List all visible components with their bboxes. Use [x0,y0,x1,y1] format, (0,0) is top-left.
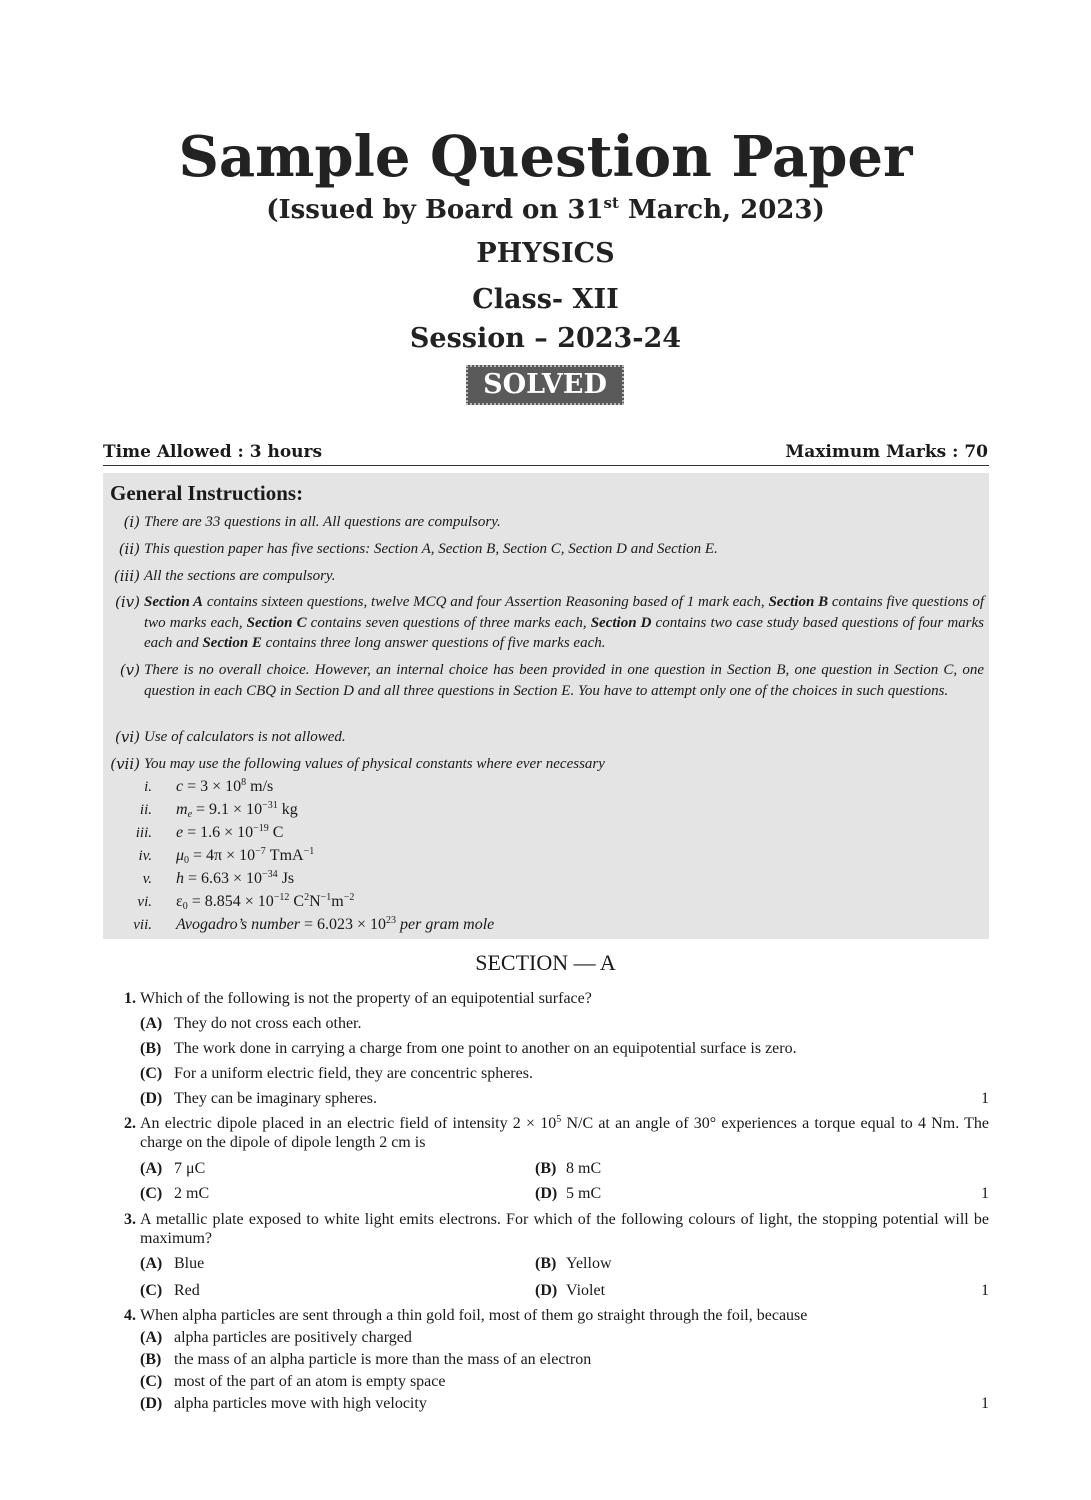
question-marks: 1 [981,1090,989,1107]
option-label: (D) [140,1395,163,1412]
constant-number: iii. [135,825,152,841]
constant-number: vii. [133,917,152,933]
instruction-text: Use of calculators is not allowed. [144,729,346,745]
option-label: (B) [535,1255,557,1272]
option-label: (B) [140,1351,162,1368]
option-label: (D) [535,1282,558,1299]
constant-unit: C [268,824,284,841]
constant-permeability [176,845,314,867]
constant-value: = 8.854 × 10 [187,893,274,910]
constant-exponent: 23 [386,915,397,926]
section-ref: Section D [590,614,652,631]
instruction-text: You may use the following values of physical constants where ever necessary [144,756,605,772]
option-text: Red [174,1282,200,1299]
constant-avogadro [176,914,494,936]
instruction-number: (iii) [113,567,140,585]
question-text: Which of the following is not the property of an equipotential surface? [140,990,592,1007]
constant-symbol: e [176,824,184,841]
constant-value: = 6.63 × 10 [184,870,263,887]
option-label: (B) [535,1160,557,1177]
option-text: For a uniform electric field, they are concentric spheres. [174,1065,533,1082]
option-text: alpha particles are positively charged [174,1329,412,1346]
instruction-fragment: contains two case study based questions of four marks each and [144,614,984,651]
solved-badge: SOLVED [466,365,624,405]
section-a-heading: SECTION — A [475,950,616,975]
unit-exponent: −1 [320,892,332,903]
constant-electron-mass [176,799,298,821]
page-title: Sample Question Paper [178,124,913,190]
constant-unit: C [289,893,305,910]
unit-exponent: −2 [343,892,355,903]
issued-line [0,192,1091,228]
instruction-text [144,592,984,654]
maximum-marks: Maximum Marks : 70 [785,442,988,462]
question-text: A metallic plate exposed to white light emits electrons. For which of the following colours of light, the stopping potential will be maximum? [140,1211,989,1247]
question-number: 3. [124,1211,136,1228]
constant-unit: kg [277,801,298,818]
constant-subscript: 0 [182,901,188,912]
constant-exponent: −12 [273,892,290,903]
question-exponent: 5 [556,1114,562,1125]
divider [103,465,989,466]
section-ref: Section B [768,594,829,610]
instruction-number: (iv) [115,593,140,611]
constant-exponent: −34 [262,869,278,880]
constant-symbol: c [176,778,184,795]
instruction-fragment: contains seven questions of three marks each, [306,614,591,631]
question-text [140,1114,989,1152]
option-text: Violet [566,1282,606,1299]
constant-permittivity [176,891,354,913]
constant-unit: per gram mole [396,916,495,933]
option-label: (C) [140,1373,163,1390]
option-label: (A) [140,1015,163,1032]
constant-unit: Js [277,870,295,887]
section-ref: Section C [246,614,307,631]
constant-exponent: −19 [253,823,269,834]
instruction-number: (ii) [118,540,140,558]
constant-exponent: −31 [262,800,278,811]
option-text: 8 mC [566,1160,602,1177]
instruction-text: There are 33 questions in all. All questions are compulsory. [144,514,501,530]
instruction-fragment: contains sixteen questions, twelve MCQ and four Assertion Reasoning based of 1 mark each, [203,594,769,610]
option-label: (C) [140,1065,163,1082]
constant-symbol: h [176,870,184,887]
option-label: (B) [140,1040,162,1057]
time-allowed: Time Allowed : 3 hours [103,442,323,462]
option-text: alpha particles move with high velocity [174,1395,427,1412]
option-label: (D) [535,1185,558,1202]
constant-number: i. [144,779,152,795]
option-label: (A) [140,1255,163,1272]
constant-number: ii. [139,802,152,818]
question-text: When alpha particles are sent through a thin gold foil, most of them go straight through the foil, because [140,1307,808,1324]
instruction-text: There is no overall choice. However, an internal choice has been provided in one question in Section B, one question in Section C, one question in each CBQ in Section D and all three questions in Section E. You have to attempt only one of the choices in such questions. [144,662,984,699]
constant-exponent: −7 [255,846,266,857]
question-marks: 1 [981,1395,989,1412]
question-marks: 1 [981,1282,989,1299]
constant-unit: TmA [265,847,304,864]
option-text: 7 μC [174,1160,206,1177]
constant-number: iv. [138,848,152,864]
constant-value: = 4π × 10 [189,847,256,864]
constant-symbol: m [176,801,188,818]
class-label: Class- XII [472,284,619,315]
option-text: They do not cross each other. [174,1015,362,1032]
instruction-text: This question paper has five sections: Section A, Section B, Section C, Section D and Section E. [144,541,718,557]
constant-symbol: Avogadro’s number [176,916,300,933]
constant-unit: N [309,893,321,910]
option-text: 2 mC [174,1185,210,1202]
instruction-number: (vii) [110,755,140,773]
option-text: The work done in carrying a charge from one point to another on an equipotential surface is zero. [174,1040,797,1057]
instructions-heading: General Instructions: [110,481,304,505]
constant-symbol: μ [176,847,185,864]
constant-subscript: e [187,809,193,820]
constant-value: = 3 × 10 [183,778,242,795]
issued-suffix: March, 2023) [618,195,825,225]
constant-subscript: 0 [184,855,190,866]
option-label: (C) [140,1185,163,1202]
instruction-fragment: contains five questions of two marks each, [144,594,984,631]
section-ref: Section A [144,594,204,610]
constant-unit: m [331,893,344,910]
question-number: 4. [124,1307,136,1324]
constant-electron-charge [176,822,283,844]
session-label: Session – 2023-24 [409,323,682,354]
instruction-number: (v) [119,661,140,679]
constant-exponent: 8 [241,777,247,788]
instruction-fragment: contains three long answer questions of five marks each. [261,635,606,651]
instruction-text: All the sections are compulsory. [144,568,336,584]
option-text: most of the part of an atom is empty space [174,1373,446,1390]
option-text: They can be imaginary spheres. [174,1090,378,1107]
issued-sup: st [603,194,619,212]
option-label: (A) [140,1160,163,1177]
constant-unit: m/s [246,778,274,795]
constant-speed-of-light [176,776,273,798]
question-marks: 1 [981,1185,989,1202]
section-ref: Section E [202,635,262,651]
constant-value: = 9.1 × 10 [192,801,263,818]
option-text: 5 mC [566,1185,602,1202]
instruction-number: (i) [123,513,140,531]
question-number: 1. [124,990,136,1007]
constant-planck [176,868,294,890]
constant-symbol: ε [176,893,183,910]
question-fragment: N/C at an angle of 30° experiences a torque equal to 4 Nm. The charge on the dipole of dipole length 2 cm is [140,1115,990,1151]
constant-number: vi. [137,894,152,910]
option-text: the mass of an alpha particle is more than the mass of an electron [174,1351,592,1368]
constant-value: = 6.023 × 10 [300,916,387,933]
issued-prefix: (Issued by Board on 31 [266,195,604,225]
question-fragment: An electric dipole placed in an electric field of intensity 2 × 10 [140,1115,557,1132]
option-label: (A) [140,1329,163,1346]
option-text: Yellow [566,1255,612,1272]
question-number: 2. [124,1115,136,1132]
instruction-number: (vi) [115,728,140,746]
option-label: (C) [140,1282,163,1299]
constant-value: = 1.6 × 10 [183,824,254,841]
constant-number: v. [142,871,152,887]
subject: PHYSICS [476,238,615,269]
option-label: (D) [140,1090,163,1107]
option-text: Blue [174,1255,205,1272]
unit-exponent: 2 [304,892,310,903]
unit-exponent: −1 [303,846,315,857]
